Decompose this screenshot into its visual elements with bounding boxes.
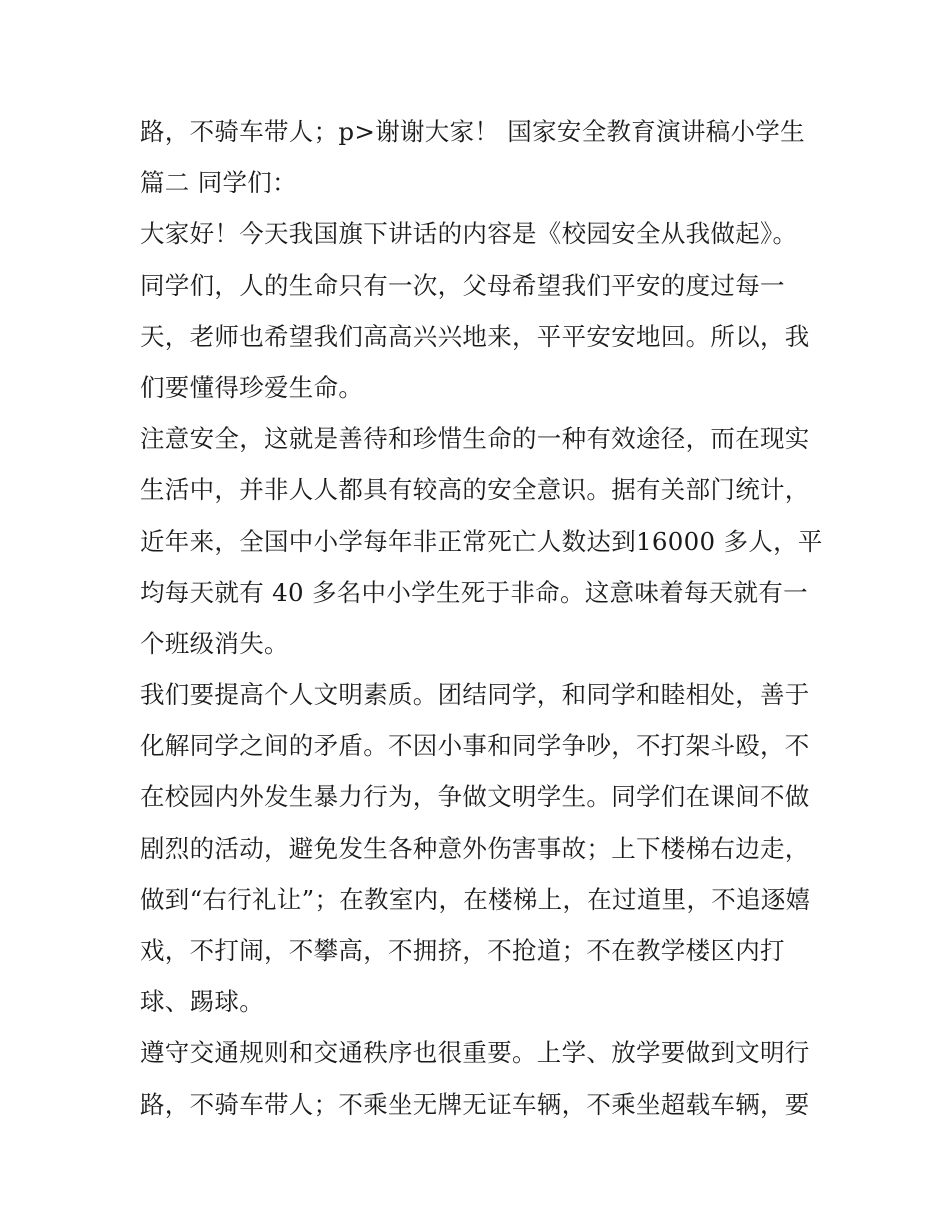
text-line-20: 路，不骑车带人；不乘坐无牌无证车辆，不乘坐超载车辆，要 xyxy=(140,1089,810,1119)
text-line-3: 大家好！今天我国旗下讲话的内容是《校园安全从我做起》。 xyxy=(140,219,798,249)
text-line-12: 我们要提高个人文明素质。团结同学，和同学和睦相处，善于 xyxy=(140,680,810,710)
text-line-18: 球、踢球。 xyxy=(140,987,264,1017)
text-line-4: 同学们，人的生命只有一次，父母希望我们平安的度过每一 xyxy=(140,270,785,300)
text-line-8: 生活中，并非人人都具有较高的安全意识。据有关部门统计， xyxy=(140,475,810,505)
text-line-15: 剧烈的活动，避免发生各种意外伤害事故；上下楼梯右边走， xyxy=(140,833,810,863)
text-line-10: 均每天就有 40 多名中小学生死于非命。这意味着每天就有一 xyxy=(140,577,808,607)
text-line-7: 注意安全，这就是善待和珍惜生命的一种有效途径，而在现实 xyxy=(140,424,810,454)
text-line-6: 们要懂得珍爱生命。 xyxy=(140,372,364,402)
text-line-17: 戏，不打闹，不攀高，不拥挤，不抢道；不在教学楼区内打 xyxy=(140,936,785,965)
text-line-19: 遵守交通规则和交通秩序也很重要。上学、放学要做到文明行 xyxy=(140,1038,810,1068)
text-line-2: 篇二 同学们： xyxy=(140,168,297,198)
text-line-5: 天，老师也希望我们高高兴兴地来，平平安安地回。所以，我 xyxy=(140,321,810,351)
text-line-14: 在校园内外发生暴力行为，争做文明学生。同学们在课间不做 xyxy=(140,782,810,812)
body-text xyxy=(140,106,823,1130)
text-line-9: 近年来，全国中小学每年非正常死亡人数达到16000 多人，平 xyxy=(140,526,823,556)
text-line-16: 做到“右行礼让”；在教室内，在楼梯上，在过道里，不追逐嬉 xyxy=(140,884,811,914)
text-line-13: 化解同学之间的矛盾。不因小事和同学争吵，不打架斗殴，不 xyxy=(140,731,810,761)
text-line-1: 路，不骑车带人；p>谢谢大家！ 国家安全教育演讲稿小学生 xyxy=(140,117,805,146)
text-line-11: 个班级消失。 xyxy=(140,628,289,658)
